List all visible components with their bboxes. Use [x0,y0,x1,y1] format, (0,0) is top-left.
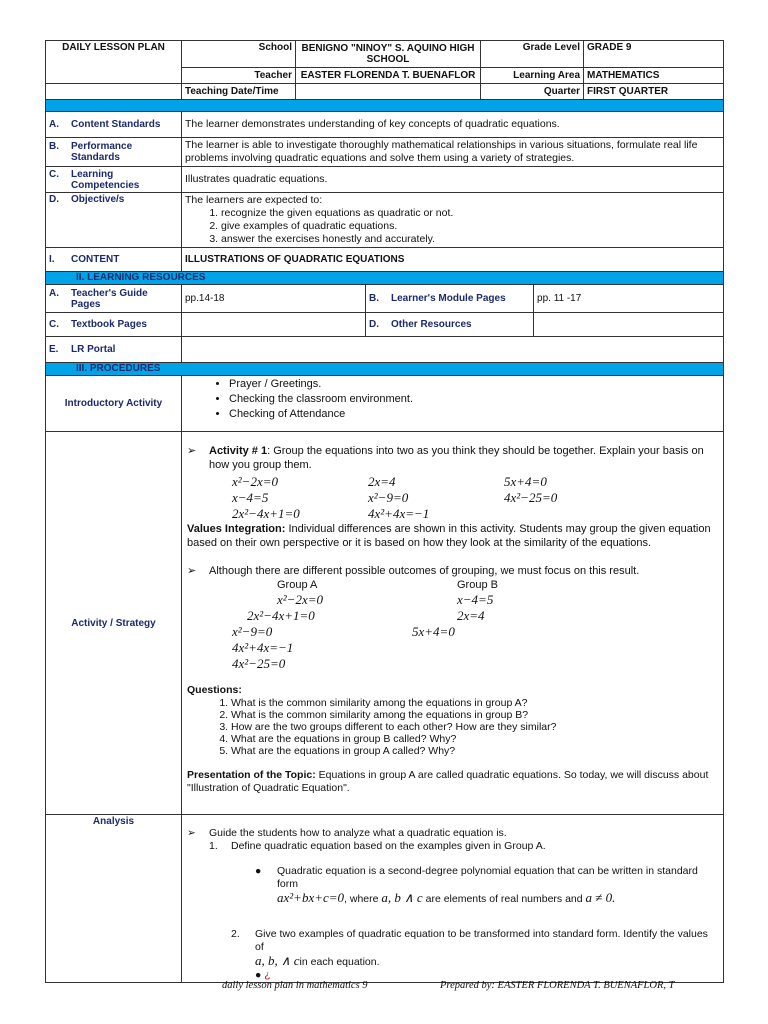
school-label: School [182,41,296,68]
grade-value: GRADE 9 [584,41,724,68]
date-label: Teaching Date/Time [182,84,296,100]
learning-competencies-text: Illustrates quadratic equations. [182,167,724,193]
analysis-bullet: ● ¿ [255,969,271,981]
equation: x²−2x=0 [277,592,323,607]
list-item: 3. answer the exercises honestly and accurately. [221,233,720,246]
analysis-guide: ➢ Guide the students how to analyze what a quadratic equation is. [187,827,507,839]
groups [187,578,718,674]
bullet-dot-icon: ● [255,969,262,981]
equation: 5x+4=0 [412,624,455,639]
section-band [46,100,724,112]
values-integration: Values Integration: Individual differences are shown in this activity. Students may group the given equation based on their own perspective or it is based on how they look at the similarity of the equations. [187,523,711,549]
equation: 4x²−25=0 [232,656,286,671]
equation: 5x+4=0 [504,474,547,489]
lesson-plan [45,40,723,983]
other-resources-label: D. Other Resources [369,319,472,330]
footer-left: daily lesson plan in mathematics 9 [222,980,368,991]
school-name: BENIGNO "NINOY" S. AQUINO HIGH SCHOOL [296,41,481,68]
group-b-label: Group B [457,579,498,591]
content-label: I. CONTENT [49,254,120,265]
textbook-pages-value [182,313,366,337]
footer-right: Prepared by: EASTER FLORENDA T. BUENAFLOR, T [440,980,675,991]
analysis-label: Analysis [46,815,182,983]
teachers-guide-label: A. Teacher's Guide Pages [49,287,148,310]
equation: x²−9=0 [232,624,273,639]
bullet-dot-icon: ● [255,865,262,877]
teacher-label: Teacher [182,68,296,84]
equation [504,506,640,522]
equation: 2x=4 [368,474,396,489]
equation: 2x²−4x+1=0 [247,608,315,623]
list-item: 2. give examples of quadratic equations. [221,220,720,233]
group-a-label: Group A [277,579,318,591]
questions-label: Questions: [187,684,242,696]
equation: 4x²+4x=−1 [232,640,294,655]
other-resources-value [534,313,724,337]
introductory-activity-label: Introductory Activity [46,376,182,432]
list-item: • Prayer / Greetings. [229,377,720,392]
objectives-label: D. Objective/s [49,194,125,205]
teachers-guide-value: pp.14-18 [182,285,366,313]
analysis-cell [182,815,724,983]
arrow-bullet-icon: ➢ [187,445,197,457]
learners-module-label: B. Learner's Module Pages [369,293,506,304]
objectives-text: The learners are expected to: 1. recognize the given equations as quadratic or not. 2. give examples of quadratic equations. 3. answer the exercises honestly and accurately. [182,193,724,248]
presentation-of-topic: Presentation of the Topic: Equations in group A are called quadratic equations. So today, we will discuss about "Illustration of Quadratic Equation". [187,769,709,794]
arrow-bullet-icon: ➢ [187,827,196,839]
list-item: 1. recognize the given equations as quadratic or not. [221,207,720,220]
list-item: 5. What are the equations in group A called? Why? [231,745,718,757]
list-item: • Checking the classroom environment. [229,392,720,407]
learning-competencies-label: C. Learning Competencies [49,168,140,191]
content-standards-label: A. Content Standards [49,119,161,130]
equation: x²−9=0 [368,490,409,505]
arrow-bullet-icon: ➢ [187,565,197,577]
equation-grid [232,474,718,522]
date-value [296,84,481,100]
list-item: • Checking of Attendance [229,407,720,422]
lr-portal-label: E. LR Portal [49,344,116,355]
teacher-name: EASTER FLORENDA T. BUENAFLOR [296,68,481,84]
equation: x−4=5 [457,592,494,607]
objectives-list [185,207,720,246]
quarter-label: Quarter [481,84,584,100]
textbook-pages-label: C. Textbook Pages [49,319,147,330]
grouping-note: ➢ Although there are different possible outcomes of grouping, we must focus on this result. [187,565,640,577]
learning-resources-heading: II. LEARNING RESOURCES [46,272,724,285]
quarter-value: FIRST QUARTER [584,84,724,100]
introductory-list [185,377,720,422]
analysis-step-2: 2. Give two examples of quadratic equation to be transformed into standard form. Identify the values of a, b, ∧ cin each equation. [231,928,708,968]
content-text: ILLUSTRATIONS OF QUADRATIC EQUATIONS [182,248,724,272]
list-item: 4. What are the equations in group B called? Why? [231,733,718,745]
grade-label: Grade Level [481,41,584,68]
procedures-heading: III. PROCEDURES [46,363,724,376]
equation: 4x²−25=0 [504,490,558,505]
area-value: MATHEMATICS [584,68,724,84]
lesson-plan-table [45,40,724,983]
learners-module-value: pp. 11 -17 [534,285,724,313]
activity-strategy-label: Activity / Strategy [46,432,182,815]
activity-instruction: ➢ Activity # 1: Group the equations into two as you think they should be together. Explain your basis on how you group them. [187,445,704,471]
equation: 4x²+4x=−1 [368,506,430,521]
list-item: 2. What is the common similarity among the equations in group B? [231,709,718,721]
activity-cell [182,432,724,815]
equation: 2x=4 [457,608,485,623]
equation: 2x²−4x+1=0 [232,506,300,521]
list-item: 1. What is the common similarity among the equations in group A? [231,697,718,709]
equation: x−4=5 [232,490,269,505]
questions-list [187,697,718,757]
area-label: Learning Area [481,68,584,84]
lr-portal-value [182,337,724,363]
list-item: 3. How are the two groups different to each other? How are they similar? [231,721,718,733]
content-standards-text: The learner demonstrates understanding of key concepts of quadratic equations. [182,112,724,138]
equation: x²−2x=0 [232,474,278,489]
page-title: DAILY LESSON PLAN [46,41,182,84]
quadratic-definition: ● Quadratic equation is a second-degree polynomial equation that can be written in standard form ax²+bx+c=0, where a, b ∧ c are elements of real numbers and a ≠ 0. [255,865,698,905]
performance-standards-label: B. Performance Standards [49,141,133,163]
performance-standards-text: The learner is able to investigate thoroughly mathematical relationships in various situations, formulate real life problems involving quadratic equations and solve them using a variety of strategies. [182,138,724,167]
analysis-step-1: 1. Define quadratic equation based on the examples given in Group A. [209,840,546,852]
